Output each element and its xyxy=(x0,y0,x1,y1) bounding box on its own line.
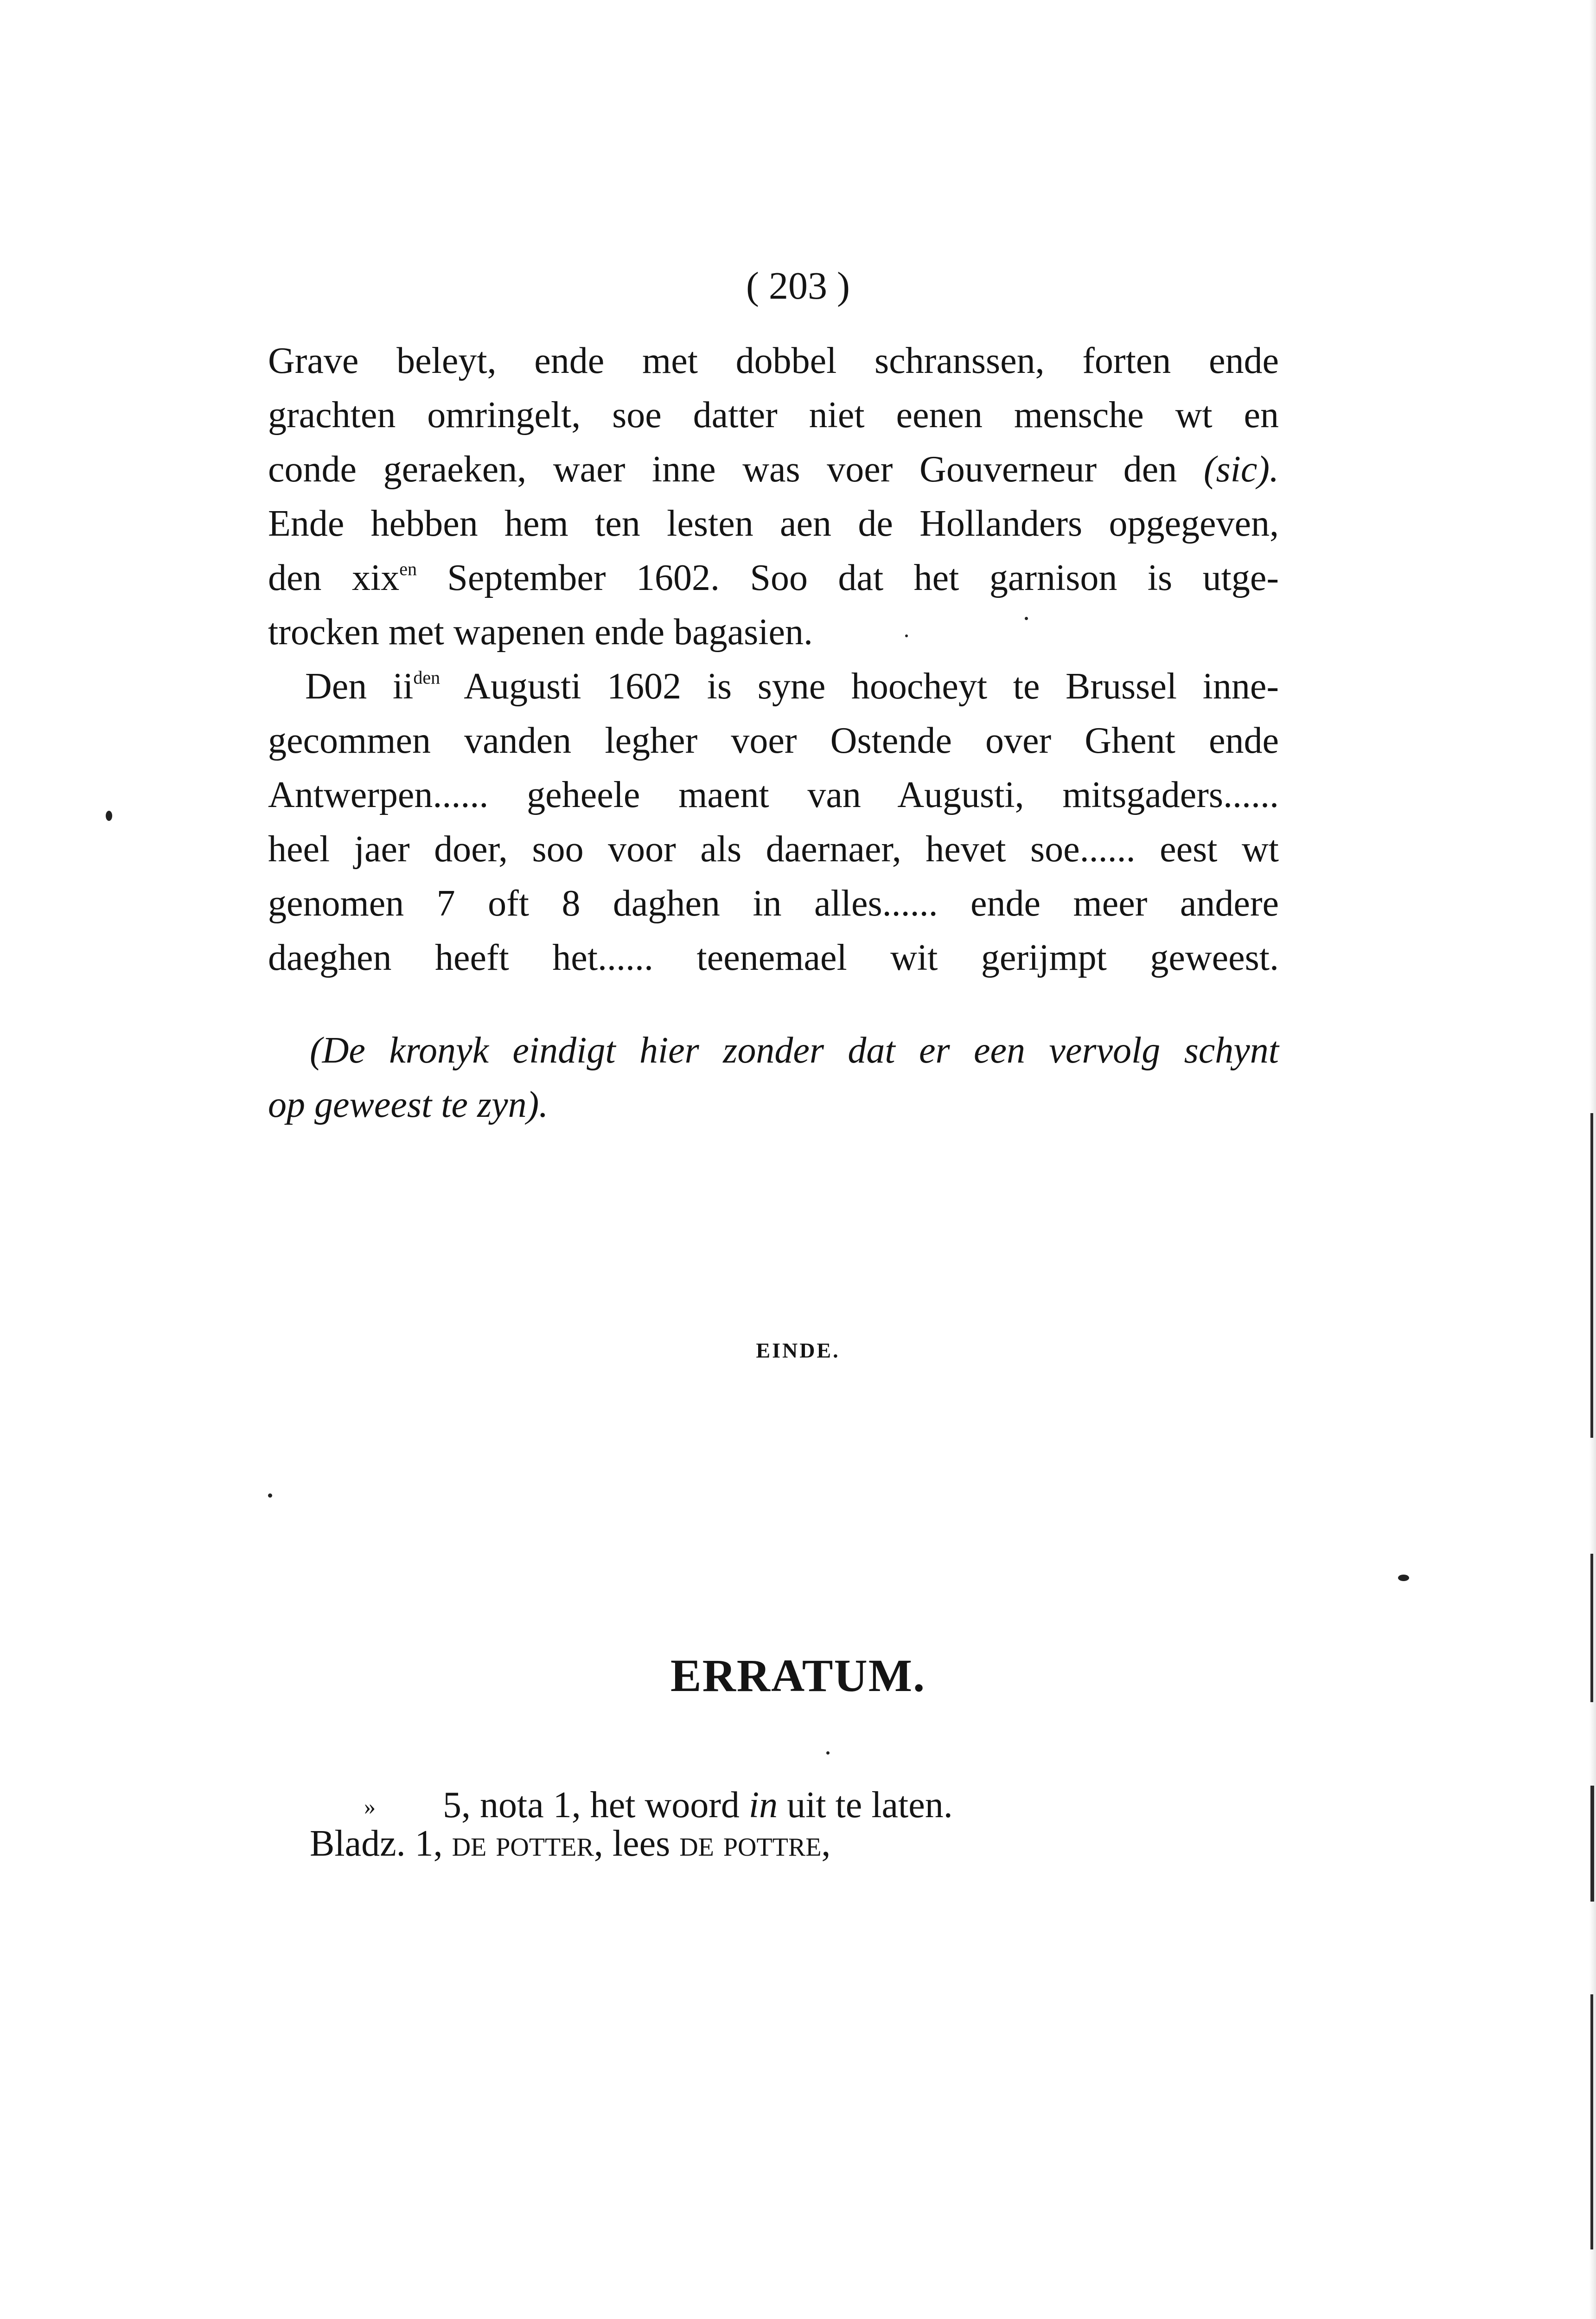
paragraph-2-line-3: Antwerpen...... geheele maent van Augusti, mitsgaders...... xyxy=(268,775,1279,815)
page-edge-mark xyxy=(1590,1113,1593,1438)
paragraph-2-line-1 xyxy=(305,668,1279,705)
paragraph-2-line-1-start: Den ii xyxy=(305,666,414,707)
paragraph-1-line-1: Grave beleyt, ende met dobbel schranssen, forten ende xyxy=(268,340,1279,381)
erratum-line-1 xyxy=(310,1825,830,1862)
scan-speck xyxy=(268,1493,272,1498)
erratum-line-2-prefix: 5, nota 1, het woord xyxy=(443,1785,749,1826)
sic-note: (sic). xyxy=(1203,449,1279,490)
paragraph-2-line-4: heel jaer doer, soo voor als daernaer, hevet soe...... eest wt xyxy=(268,829,1279,870)
page-edge-mark xyxy=(1590,1786,1594,1902)
paragraph-1-line-5-start: den xix xyxy=(268,557,400,598)
ditto-mark: » xyxy=(364,1794,376,1819)
paragraph-1-line-3 xyxy=(268,451,1279,488)
scan-speck xyxy=(826,1751,830,1755)
paragraph-2-line-5: genomen 7 oft 8 daghen in alles...... ende meer andere xyxy=(268,883,1279,924)
erratum-line-1-mid: , lees xyxy=(594,1823,680,1864)
paragraph-1-line-5 xyxy=(268,559,1279,596)
paragraph-1-line-5-rest: September 1602. Soo dat het garnison is utge- xyxy=(416,557,1279,598)
scan-speck xyxy=(1398,1575,1409,1581)
page-edge-mark xyxy=(1590,1554,1593,1702)
erratum-line-1-prefix: Bladz. 1, xyxy=(310,1823,452,1864)
page-number: ( 203 ) xyxy=(746,264,850,307)
ordinal-superscript: den xyxy=(413,667,440,688)
paragraph-2-line-1-rest: Augusti 1602 is syne hoocheyt te Brussel inne- xyxy=(440,666,1279,707)
paragraph-1-line-2: grachten omringelt, soe datter niet eenen mensche wt en xyxy=(268,395,1279,436)
erratum-line-1-end: , xyxy=(821,1823,831,1864)
erratum-correct-name: de pottre xyxy=(679,1823,822,1864)
scan-speck xyxy=(1025,617,1028,620)
page-edge-mark xyxy=(1590,1994,1593,2249)
erratum-word: in xyxy=(748,1785,778,1826)
scan-speck xyxy=(106,811,112,821)
erratum-line-2 xyxy=(443,1787,953,1824)
ordinal-superscript: en xyxy=(399,558,417,579)
erratum-heading: ERRATUM. xyxy=(670,1650,926,1701)
erratum-line-2-end: uit te laten. xyxy=(778,1785,953,1826)
scan-speck xyxy=(905,634,908,637)
einde-label: EINDE. xyxy=(756,1339,840,1362)
erratum-wrong-name: de potter xyxy=(452,1823,594,1864)
closing-note-line-1: (De kronyk eindigt hier zonder dat er een vervolg schynt xyxy=(310,1030,1279,1071)
paragraph-2-line-2: gecommen vanden legher voer Ostende over Ghent ende xyxy=(268,720,1279,761)
paragraph-1-line-3-text: conde geraeken, waer inne was voer Gouverneur den xyxy=(268,449,1177,490)
paragraph-1-line-4: Ende hebben hem ten lesten aen de Hollanders opgegeven, xyxy=(268,503,1279,544)
closing-note-line-2: op geweest te zyn). xyxy=(268,1084,549,1125)
paragraph-2-line-6: daeghen heeft het...... teenemael wit gerijmpt geweest. xyxy=(268,937,1279,978)
paragraph-1-line-6: trocken met wapenen ende bagasien. xyxy=(268,612,813,653)
